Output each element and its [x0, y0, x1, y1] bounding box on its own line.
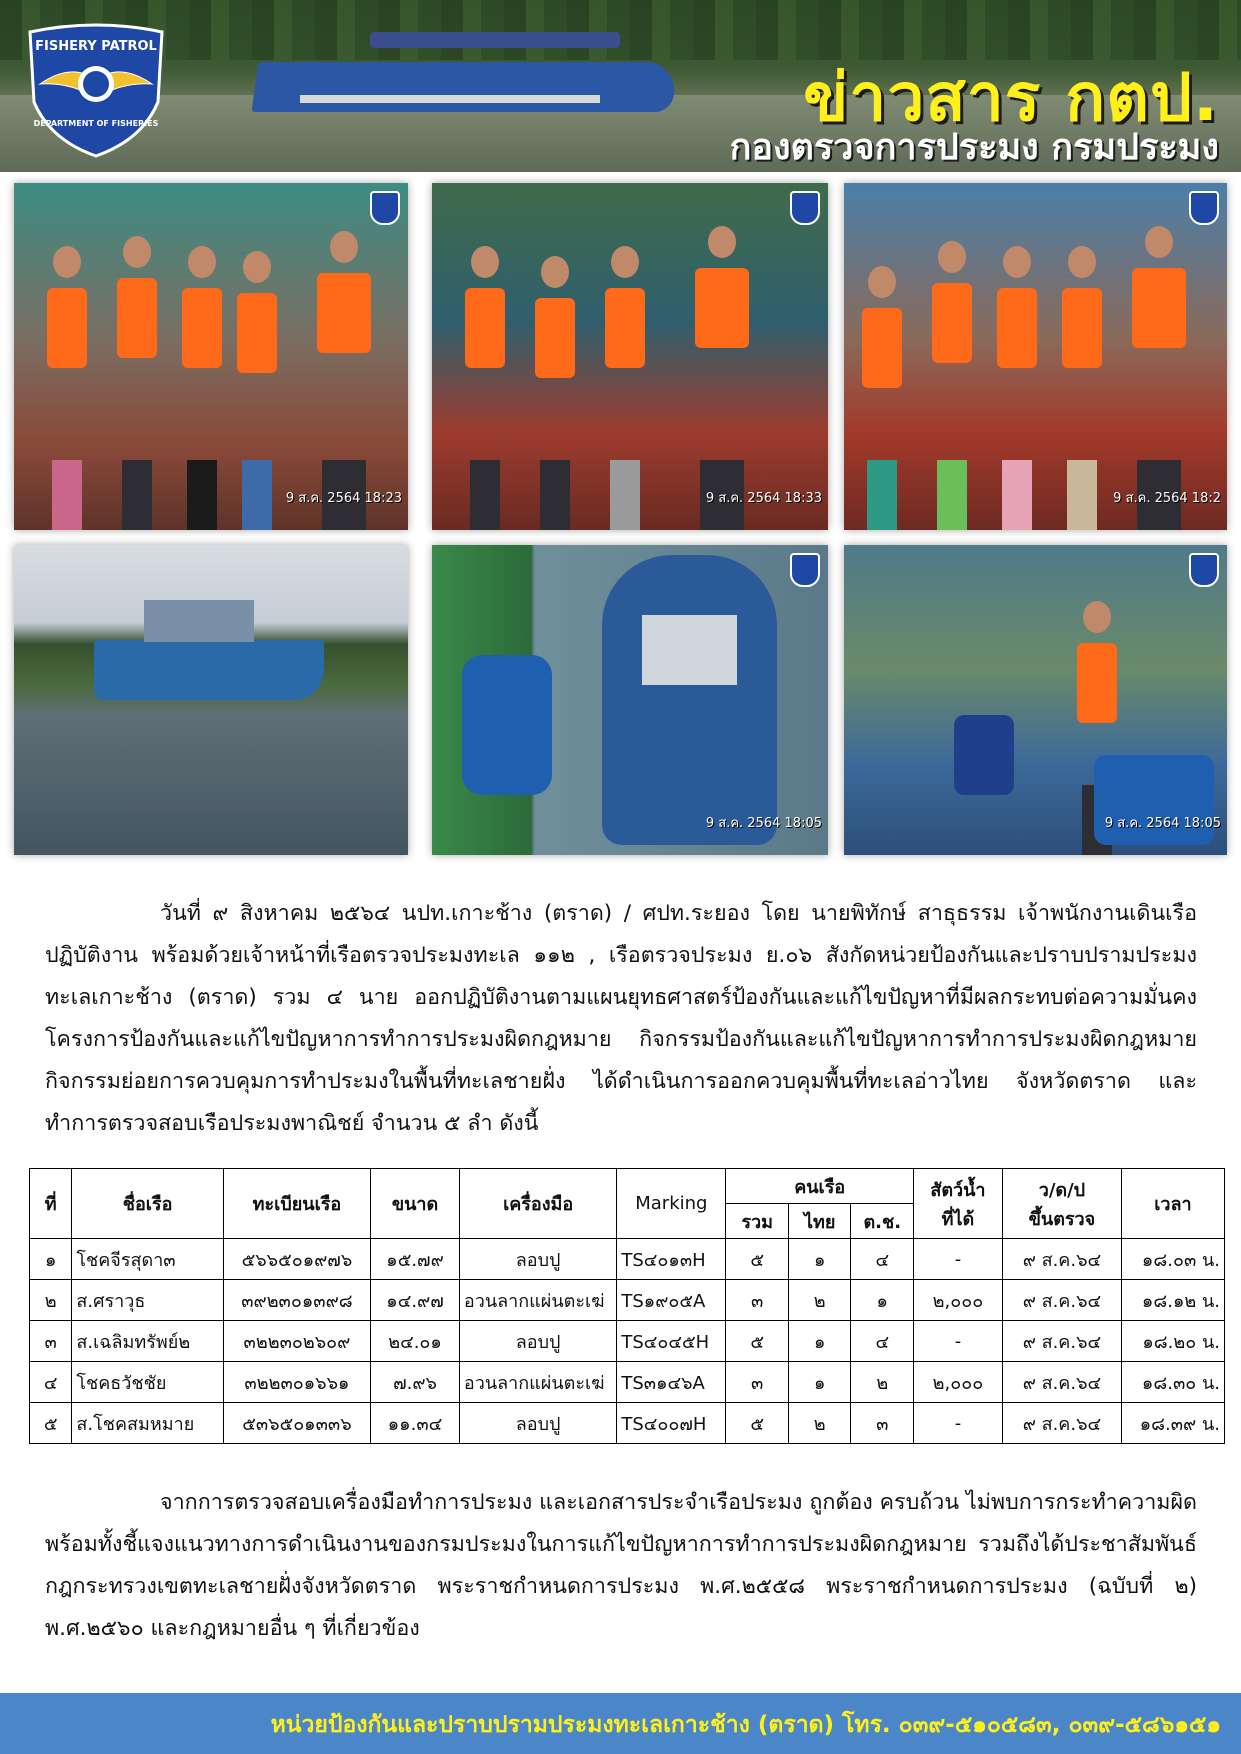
fishing-boat-cabin	[144, 600, 254, 642]
photo-timestamp: 9 ส.ค. 2564 18:33	[705, 491, 822, 506]
col-header-name: ชื่อเรือ	[72, 1169, 223, 1239]
photo-logo-icon	[790, 553, 820, 587]
cell-reg: ๓๒๒๓๐๒๖๐๙	[223, 1321, 370, 1362]
col-header-size: ขนาด	[371, 1169, 460, 1239]
cell-name: ส.ศราวุธ	[72, 1280, 223, 1321]
cell-no: ๔	[30, 1362, 72, 1403]
photo-logo-icon	[370, 191, 400, 225]
cell-marking: TS๔๐๔๕H	[617, 1321, 726, 1362]
cell-gear: อวนลากแผ่นตะเฆ่	[459, 1280, 616, 1321]
col-header-crew-thai: ไทย	[788, 1204, 851, 1239]
photo-timestamp: 9 ส.ค. 2564 18:05	[1104, 816, 1221, 831]
cell-thai: ๑	[788, 1321, 851, 1362]
header-banner	[0, 0, 1241, 172]
cell-size: ๑๑.๓๔	[371, 1403, 460, 1444]
table-row	[30, 1280, 1225, 1321]
table-row	[30, 1403, 1225, 1444]
cell-size: ๑๔.๙๗	[371, 1280, 460, 1321]
cell-reg: ๓๒๒๓๐๑๖๖๑	[223, 1362, 370, 1403]
cell-foreign: ๔	[851, 1239, 914, 1280]
cell-total: ๕	[726, 1403, 789, 1444]
vessel-inspection-table	[29, 1168, 1225, 1444]
photo-timestamp: 9 ส.ค. 2564 18:2	[1113, 491, 1221, 506]
col-header-no: ที่	[30, 1169, 72, 1239]
cell-no: ๑	[30, 1239, 72, 1280]
cell-time: ๑๘.๑๒ น.	[1121, 1280, 1224, 1321]
cell-thai: ๑	[788, 1362, 851, 1403]
col-header-date-line2: ขึ้นตรวจ	[1028, 1208, 1096, 1230]
photo-crew-1	[14, 183, 408, 530]
photo-logo-icon	[1189, 191, 1219, 225]
cell-marking: TS๓๑๔๖A	[617, 1362, 726, 1403]
cell-size: ๒๔.๐๑	[371, 1321, 460, 1362]
patrol-boat-stripe	[300, 95, 600, 103]
col-header-crew-total: รวม	[726, 1204, 789, 1239]
badge-top-text: FISHERY PATROL	[35, 39, 157, 54]
col-header-date-line1: ว/ด/ป	[1038, 1179, 1086, 1201]
cell-date: ๙ ส.ค.๖๔	[1002, 1321, 1121, 1362]
col-header-time: เวลา	[1121, 1169, 1224, 1239]
cell-time: ๑๘.๓๐ น.	[1121, 1362, 1224, 1403]
inspector-kneeling	[954, 715, 1014, 795]
col-header-crew: คนเรือ	[726, 1169, 914, 1204]
cell-no: ๕	[30, 1403, 72, 1444]
cell-time: ๑๘.๐๓ น.	[1121, 1239, 1224, 1280]
conclusion-paragraph: จากการตรวจสอบเครื่องมือทำการประมง และเอกสารประจำเรือประมง ถูกต้อง ครบถ้วน ไม่พบการกระทำความผิด พร้อมทั้งชี้แจงแนวทางการดำเนินงานของกรมประมงในการแก้ไขปัญหาการทำการประมงผิดกฎหมาย รวมถึงได้ประชาสัมพันธ์ กฎกระทรวงเขตทะเลชายฝั่งจังหวัดตราด พระราชกำหนดการประมง พ.ศ.๒๕๕๘ พระราชกำหนดการประมง (ฉบับที่ ๒) พ.ศ.๒๕๖๐ และกฎหมายอื่น ๆ ที่เกี่ยวข้อง	[45, 1490, 1197, 1641]
cell-total: ๕	[726, 1321, 789, 1362]
cell-marking: TS๑๙๐๕A	[617, 1280, 726, 1321]
cell-name: โชคธวัชชัย	[72, 1362, 223, 1403]
footer-bar	[0, 1693, 1241, 1754]
cell-date: ๙ ส.ค.๖๔	[1002, 1362, 1121, 1403]
cell-thai: ๑	[788, 1239, 851, 1280]
patrol-boat	[251, 62, 678, 112]
cell-date: ๙ ส.ค.๖๔	[1002, 1239, 1121, 1280]
photo-fishing-boat	[14, 545, 408, 855]
photo-patrol-boat-deck	[432, 545, 828, 855]
table-row	[30, 1239, 1225, 1280]
cell-date: ๙ ส.ค.๖๔	[1002, 1280, 1121, 1321]
table-row	[30, 1362, 1225, 1403]
col-header-crew-foreign: ต.ช.	[851, 1204, 914, 1239]
col-header-marking: Marking	[617, 1169, 726, 1239]
col-header-reg: ทะเบียนเรือ	[223, 1169, 370, 1239]
col-header-catch-line1: สัตว์น้ำ	[930, 1179, 986, 1201]
footer-contact: หน่วยป้องกันและปราบปรามประมงทะเลเกาะช้าง (ตราด) โทร. ๐๓๙-๕๑๐๕๘๓, ๐๓๙-๕๘๖๑๕๑	[270, 1712, 1221, 1738]
table-row	[30, 1321, 1225, 1362]
cell-no: ๓	[30, 1321, 72, 1362]
intro-paragraph: วันที่ ๙ สิงหาคม ๒๕๖๔ นปท.เกาะช้าง (ตราด) / ศปท.ระยอง โดย นายพิทักษ์ สาธุธรรม เจ้าพนักงานเดินเรือปฏิบัติงาน พร้อมด้วยเจ้าหน้าที่เรือตรวจประมงทะเล ๑๑๒ , เรือตรวจประมง ย.๐๖ สังกัดหน่วยป้องกันและปราบปรามประมงทะเลเกาะช้าง (ตราด) รวม ๔ นาย ออกปฏิบัติงานตามแผนยุทธศาสตร์ป้องกันและแก้ไขปัญหาที่มีผลกระทบต่อความมั่นคง โครงการป้องกันและแก้ไขปัญหาการทำการประมงผิดกฎหมาย กิจกรรมป้องกันและแก้ไขปัญหาการทำการประมงผิดกฎหมาย กิจกรรมย่อยการควบคุมการทำประมงในพื้นที่ทะเลชายฝั่ง ได้ดำเนินการออกควบคุมพื้นที่ทะเลอ่าวไทย จังหวัดตราด และทำการตรวจสอบเรือประมงพาณิชย์ จำนวน ๕ ลำ ดังนี้	[45, 901, 1197, 1136]
photo-crew-3	[844, 183, 1227, 530]
cell-gear: ลอบปู	[459, 1321, 616, 1362]
speedboat	[602, 555, 777, 845]
cell-reg: ๓๙๒๓๐๑๓๙๘	[223, 1280, 370, 1321]
cell-time: ๑๘.๓๙ น.	[1121, 1403, 1224, 1444]
cell-marking: TS๔๐๐๗H	[617, 1403, 726, 1444]
col-header-gear: เครื่องมือ	[459, 1169, 616, 1239]
cell-foreign: ๒	[851, 1362, 914, 1403]
photo-inspection	[844, 545, 1227, 855]
cell-total: ๓	[726, 1362, 789, 1403]
cell-total: ๓	[726, 1280, 789, 1321]
cell-catch: -	[914, 1403, 1003, 1444]
photo-timestamp: 9 ส.ค. 2564 18:23	[285, 491, 402, 506]
patrol-boat-cabin	[370, 32, 620, 48]
cell-size: ๑๕.๗๙	[371, 1239, 460, 1280]
fishing-boat-hull	[94, 640, 324, 700]
cell-thai: ๒	[788, 1403, 851, 1444]
cell-size: ๗.๙๖	[371, 1362, 460, 1403]
cell-no: ๒	[30, 1280, 72, 1321]
photo-logo-icon	[790, 191, 820, 225]
cell-name: ส.โชคสมหมาย	[72, 1403, 223, 1444]
cell-catch: -	[914, 1239, 1003, 1280]
col-header-catch-line2: ที่ได้	[941, 1208, 975, 1230]
cell-marking: TS๔๐๑๓H	[617, 1239, 726, 1280]
cell-name: ส.เฉลิมทรัพย์๒	[72, 1321, 223, 1362]
photo-crew-2	[432, 183, 828, 530]
cell-name: โชคจีรสุดา๓	[72, 1239, 223, 1280]
cell-time: ๑๘.๒๐ น.	[1121, 1321, 1224, 1362]
photo-logo-icon	[1189, 553, 1219, 587]
newsletter-subtitle: กองตรวจการประมง กรมประมง	[729, 127, 1219, 168]
speedboat-windshield	[642, 615, 737, 685]
fishery-patrol-badge-icon	[22, 22, 170, 160]
cell-catch: ๒,๐๐๐	[914, 1362, 1003, 1403]
photo-timestamp: 9 ส.ค. 2564 18:05	[705, 816, 822, 831]
cell-gear: ลอบปู	[459, 1403, 616, 1444]
cell-foreign: ๑	[851, 1280, 914, 1321]
cell-reg: ๕๖๖๕๐๑๙๗๖	[223, 1239, 370, 1280]
cell-reg: ๕๓๖๕๐๑๓๓๖	[223, 1403, 370, 1444]
cell-date: ๙ ส.ค.๖๔	[1002, 1403, 1121, 1444]
cell-thai: ๒	[788, 1280, 851, 1321]
cell-foreign: ๔	[851, 1321, 914, 1362]
cell-gear: อวนลากแผ่นตะเฆ่	[459, 1362, 616, 1403]
cell-foreign: ๓	[851, 1403, 914, 1444]
badge-bottom-text: DEPARTMENT OF FISHERIES	[33, 119, 159, 128]
cell-catch: -	[914, 1321, 1003, 1362]
cell-total: ๕	[726, 1239, 789, 1280]
blue-barrel	[462, 655, 552, 795]
col-header-catch	[914, 1169, 1003, 1239]
cell-gear: ลอบปู	[459, 1239, 616, 1280]
col-header-date	[1002, 1169, 1121, 1239]
newsletter-title: ข่าวสาร กตป.	[803, 59, 1219, 136]
cell-catch: ๒,๐๐๐	[914, 1280, 1003, 1321]
